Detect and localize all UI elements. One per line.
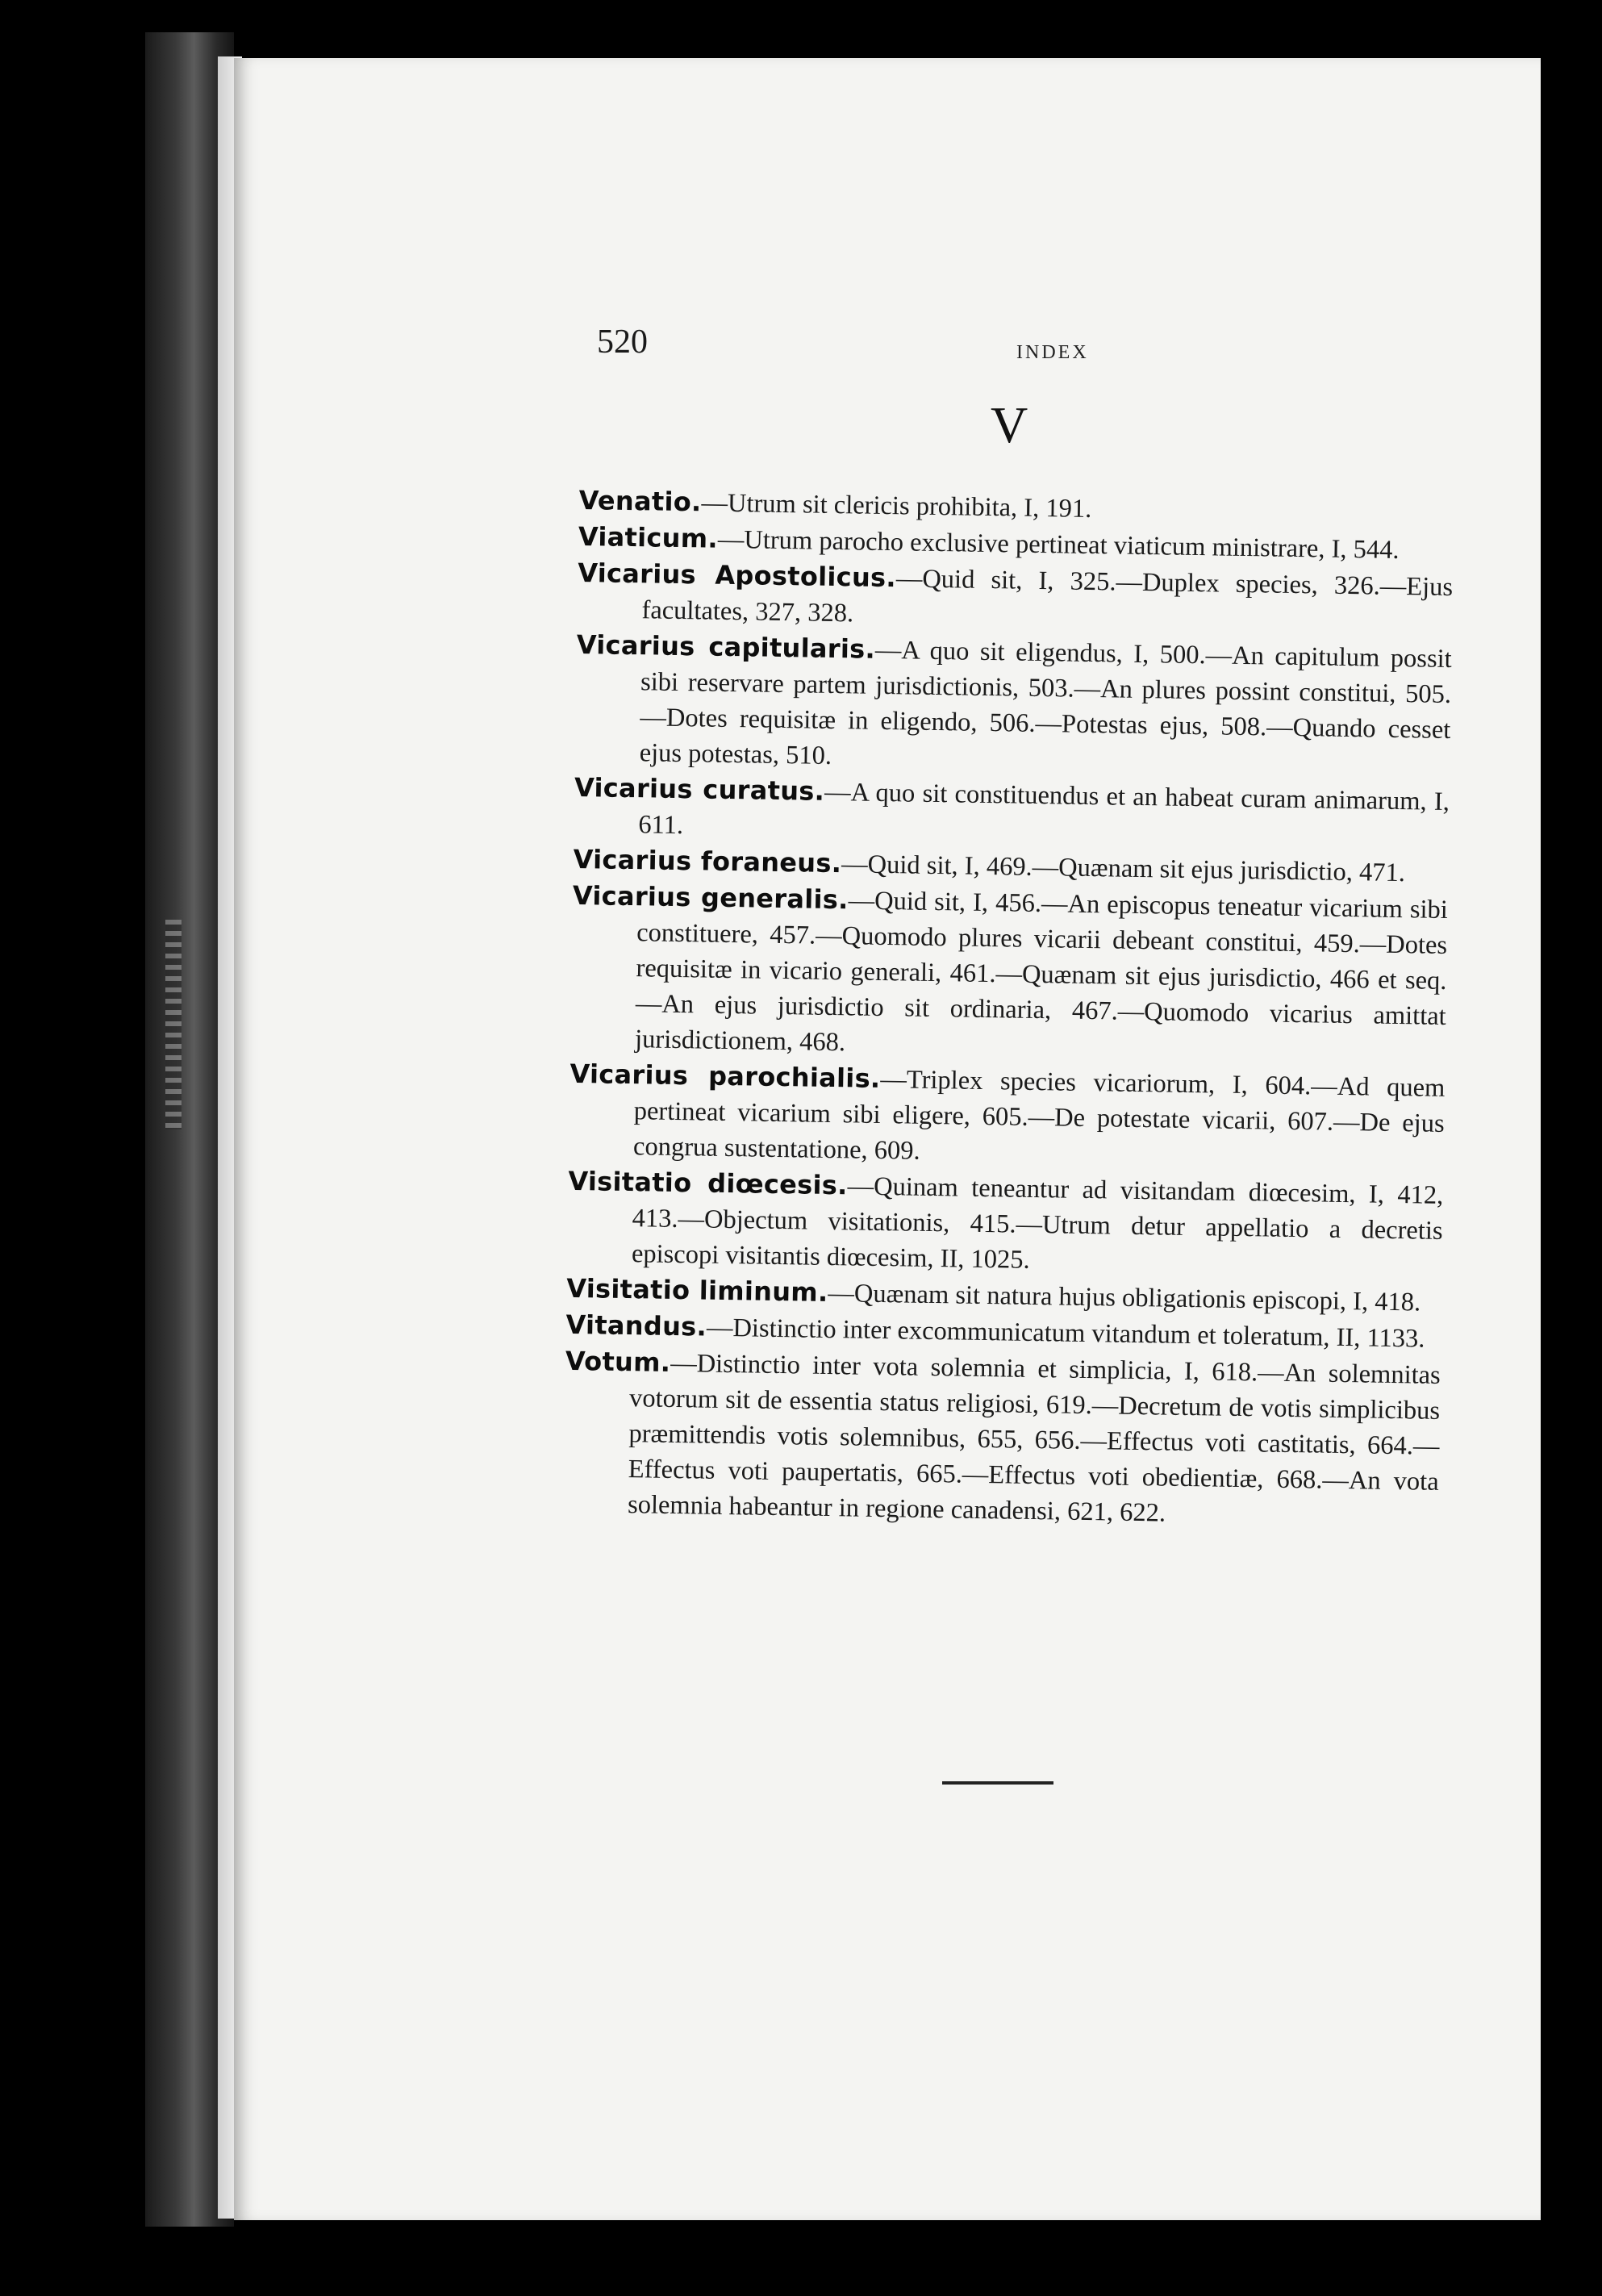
spine-marks [165, 920, 181, 1129]
entry-head: Visitatio liminum. [566, 1272, 828, 1308]
entry-head: Vicarius curatus. [574, 771, 825, 807]
index-entry [563, 1343, 1441, 1535]
running-title: INDEX [1016, 342, 1089, 363]
entry-head: Vicarius foraneus. [573, 843, 842, 879]
entry-text: —A quo sit eligendus, I, 500.—An capitulum possit sibi reservare partem jurisdictionis, 503.—An plures possint constitui, 505.—Dotes requisitæ in eligendo, 506.—Potestas ejus, 508.—Quando cesset ejus potestas, 510. [639, 635, 1452, 770]
running-head [363, 266, 1492, 363]
index-entry [567, 1163, 1444, 1284]
entry-head: Vicarius capitularis. [576, 628, 876, 665]
entry-head: Venatio. [578, 484, 702, 518]
index-entries [563, 482, 1454, 1535]
index-entry [574, 770, 1450, 855]
entry-head: Visitatio diœcesis. [568, 1165, 848, 1201]
entry-text: —A quo sit constituendus et an habeat curam animarum, I, 611. [638, 777, 1450, 841]
entry-text: —Quid sit, I, 469.—Quænam sit ejus jurisdictio, 471. [841, 850, 1406, 888]
entry-text: —Quid sit, I, 456.—An episcopus teneatur vicarium sibi constituere, 457.—Quomodo plures vicarii debeant constitui, 459.—Dotes requisitæ in vicario generali, 461.—Quænam sit ejus jurisdictio, 466 et seq.—An ejus jurisdictio sit ordinaria, 467.—Quomodo vicarius amittat jurisdictionem, 468. [634, 886, 1449, 1058]
entry-text: —Triplex species vicariorum, I, 604.—Ad quem pertineat vicarium sibi eligere, 605.—De potestate vicarii, 607.—De ejus congrua sustentatione, 609. [632, 1064, 1446, 1166]
entry-text: —Utrum sit clericis prohibita, I, 191. [701, 488, 1092, 524]
entry-text: —Distinctio inter excommunicatum vitandum et toleratum, II, 1133. [706, 1313, 1425, 1354]
entry-text: —Utrum parocho exclusive pertineat viaticum ministrare, I, 544. [717, 524, 1400, 565]
entry-text: —Quid sit, I, 325.—Duplex species, 326.—Ejus facultates, 327, 328. [641, 564, 1454, 628]
entry-head: Vicarius Apostolicus. [577, 557, 897, 594]
index-entry [577, 555, 1453, 641]
entry-head: Viaticum. [578, 520, 719, 554]
index-entry [569, 1056, 1446, 1177]
index-entry [570, 878, 1448, 1070]
index-entry [574, 627, 1452, 783]
entry-head: Vitandus. [565, 1309, 707, 1342]
entry-head: Vicarius generalis. [572, 879, 849, 916]
closing-rule [942, 1781, 1053, 1785]
entry-text: —Quænam sit natura hujus obligationis episcopi, I, 418. [828, 1278, 1421, 1317]
entry-head: Vicarius parochialis. [569, 1058, 881, 1094]
page-number: 520 [597, 324, 648, 361]
section-letter: V [991, 396, 1028, 453]
entry-text: —Quinam teneantur ad visitandam diœcesim, I, 412, 413.—Objectum visitationis, 415.—Utrum detur appellatio a decretis episcopi visitantis diœcesim, II, 1025. [631, 1171, 1444, 1275]
entry-head: Votum. [565, 1345, 671, 1378]
entry-text: —Distinctio inter vota solemnia et simplicia, I, 618.—An solemnitas votorum sit de essentia status religiosi, 619.—Decretum de votis simplicibus præmittendis votis solemnibus, 655, 656.—Effectus voti castitatis, 664.—Effectus voti paupertatis, 665.—Effectus voti obedientiæ, 668.—An vota solemnia habeantur in regione canadensi, 621, 622. [627, 1348, 1441, 1528]
